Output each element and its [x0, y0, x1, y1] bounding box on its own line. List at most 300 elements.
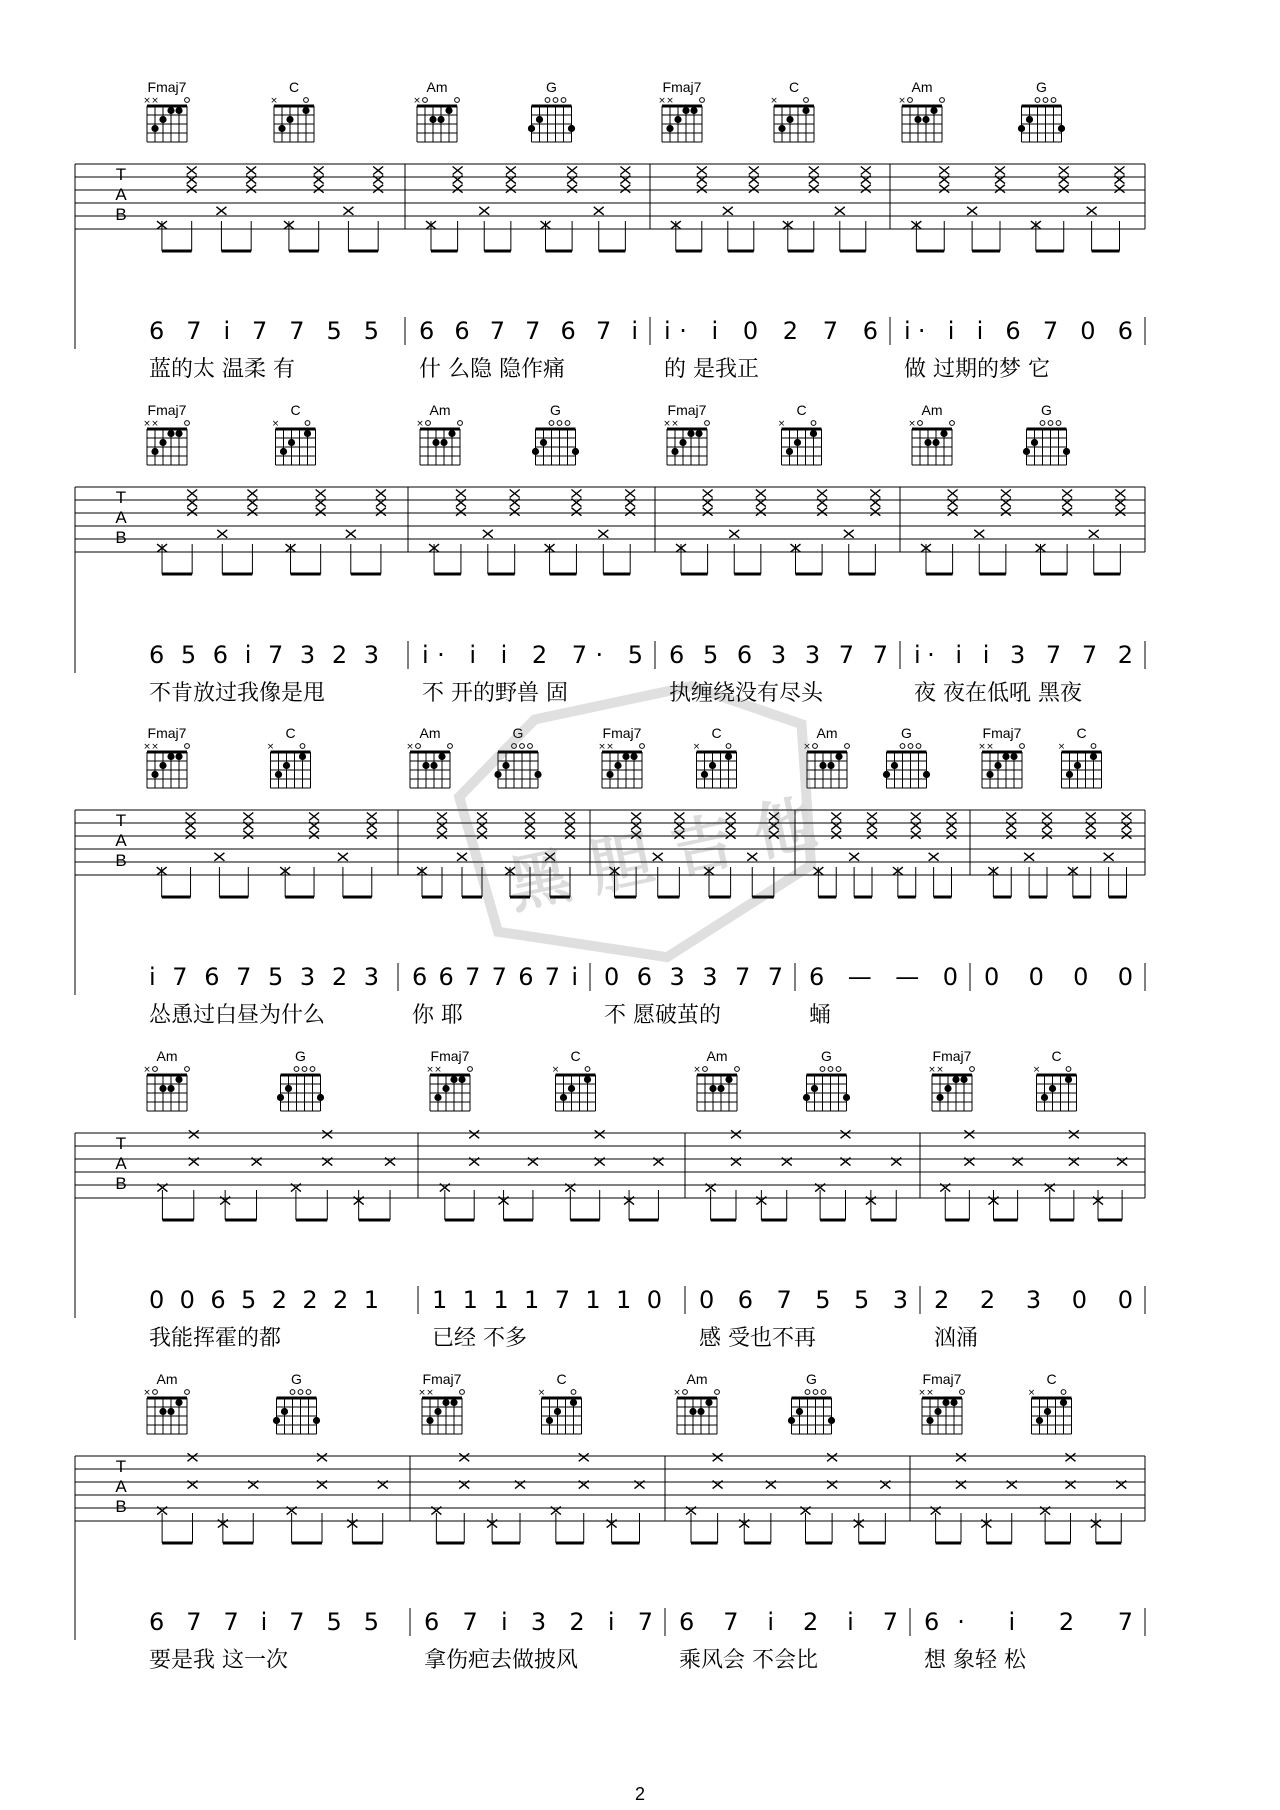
strum-x [437, 831, 447, 839]
notation-measure: 0 6 7 5 5 3 [699, 1286, 908, 1314]
strum-group [284, 167, 383, 252]
strum-x [376, 490, 386, 498]
strum-x [1086, 813, 1096, 821]
chord-dot [705, 1399, 712, 1406]
muted-string-mark: × [270, 96, 278, 106]
chord-dot [614, 762, 621, 769]
chord-diagram-am [413, 79, 459, 142]
muted-string-mark: × [692, 742, 701, 752]
open-string-mark [423, 98, 428, 103]
open-string-mark [585, 1067, 590, 1072]
strum-group [1040, 1453, 1126, 1543]
chord-name: G [295, 1048, 306, 1064]
strum-x [247, 508, 257, 516]
chord-dot [450, 1076, 457, 1083]
chord-diagram-fmaj7 [426, 1048, 472, 1111]
open-string-mark [1051, 98, 1056, 103]
strum-x [479, 207, 489, 215]
strum-x [343, 207, 353, 215]
chord-dot [1036, 1417, 1043, 1424]
strum-x [809, 167, 819, 175]
chord-dot [778, 125, 785, 132]
open-string-mark [703, 1067, 708, 1072]
strum-group [287, 1453, 388, 1543]
chord-name: Fmaj7 [147, 402, 187, 418]
chord-dot [1044, 1408, 1051, 1415]
strum-x [1006, 831, 1016, 839]
strum-group [291, 1130, 395, 1220]
chord-dot [788, 1417, 795, 1424]
chord-name: C [1051, 1048, 1062, 1064]
strum-group [1068, 813, 1132, 898]
open-string-mark [845, 744, 850, 749]
open-string-mark [302, 1067, 307, 1072]
chord-name: Am [426, 79, 448, 95]
chord-dot [944, 1085, 951, 1092]
lyric-line: 的 是我正 [664, 357, 759, 382]
strum-x [367, 831, 377, 839]
chord-name: Am [419, 725, 441, 741]
strum-group [540, 167, 630, 252]
strum-x [186, 831, 196, 839]
strum-group [429, 490, 520, 575]
chord-dot [159, 116, 166, 123]
tab-letter: A [115, 508, 127, 527]
strum-group [431, 1453, 525, 1543]
chord-name: Am [686, 1371, 708, 1387]
chord-dot [725, 1076, 732, 1083]
muted-string-mark: × [1032, 1065, 1041, 1075]
open-string-mark [804, 98, 809, 103]
chord-name: C [796, 402, 807, 418]
strum-x [731, 1130, 741, 1138]
muted-string-mark: × [598, 742, 606, 752]
chord-diagram-g [1023, 402, 1070, 465]
chord-name: G [291, 1371, 302, 1387]
notation-measure: i 7 6 7 5 3 2 3 [149, 963, 379, 991]
lyric-line: 怂恿过白昼为什么 [149, 1003, 326, 1028]
chord-diagram-am [143, 1371, 189, 1434]
open-string-mark [705, 421, 710, 426]
chord-name: C [288, 79, 300, 95]
lyric-line: 蓝的太 温柔 有 [149, 357, 295, 382]
chord-dot [275, 771, 282, 778]
strum-x [246, 185, 256, 193]
lyric-line: 夜 夜在低吼 黑夜 [914, 681, 1082, 706]
chord-name: Fmaj7 [602, 725, 642, 741]
tab-letter: B [115, 851, 127, 870]
chord-diagram-am [898, 79, 944, 142]
open-string-mark [468, 1067, 473, 1072]
open-string-mark [1066, 1067, 1071, 1072]
chord-dot [811, 1085, 818, 1092]
open-string-mark [1020, 744, 1025, 749]
strum-x [457, 853, 467, 861]
notation-measure: 6 5 6 i 7 3 2 3 [149, 641, 379, 669]
chord-dot [828, 1417, 835, 1424]
lyric-line: 不肯放过我像是甩 [149, 681, 326, 706]
chord-name: C [290, 402, 301, 418]
notation-measure: 0 6 3 3 7 7 [604, 963, 783, 991]
strum-x [1121, 813, 1131, 821]
muted-string-mark: × [537, 1388, 546, 1398]
strum-x [453, 185, 463, 193]
open-string-mark [305, 421, 310, 426]
chord-dot [534, 771, 541, 778]
strum-x [844, 530, 854, 538]
strum-group [440, 1130, 538, 1220]
chord-name: C [570, 1048, 581, 1064]
chord-name: C [1046, 1371, 1057, 1387]
chord-dot [674, 116, 681, 123]
muted-string-mark: × [926, 1388, 934, 1398]
chord-diagram-g [528, 79, 575, 142]
chord-dot [175, 753, 182, 760]
strum-x [1042, 813, 1052, 821]
system-5 [75, 1371, 1145, 1673]
chord-dot [1049, 1085, 1056, 1092]
chord-dot [288, 439, 295, 446]
strum-x [729, 530, 739, 538]
watermark-stamp [447, 665, 843, 992]
chord-dot [584, 1076, 591, 1083]
chord-dot [458, 1076, 465, 1083]
strum-x [186, 813, 196, 821]
muted-string-mark: × [986, 742, 994, 752]
strum-x [840, 1130, 850, 1138]
muted-string-mark: × [418, 1388, 426, 1398]
open-string-mark [1056, 421, 1061, 426]
strum-x [483, 530, 493, 538]
system-2 [75, 402, 1145, 706]
chord-dot [175, 1076, 182, 1083]
strum-x [373, 185, 383, 193]
strum-group [1035, 490, 1125, 575]
strum-x [525, 813, 535, 821]
strum-x [1087, 207, 1097, 215]
open-string-mark [820, 1067, 825, 1072]
lyric-line: 要是我 这一次 [149, 1648, 288, 1673]
chord-name: Am [706, 1048, 728, 1064]
muted-string-mark: × [777, 419, 786, 429]
strum-x [567, 185, 577, 193]
chord-diagram-fmaj7 [918, 1371, 964, 1434]
strum-x [849, 853, 859, 861]
chord-dot [1060, 1399, 1067, 1406]
chord-dot [940, 430, 947, 437]
muted-string-mark: × [551, 1065, 560, 1075]
tab-letter: B [115, 528, 127, 547]
chord-name: Am [921, 402, 943, 418]
notation-measure: 0 0 6 5 2 2 2 1 [149, 1286, 379, 1314]
strum-x [697, 167, 707, 175]
muted-string-mark: × [803, 742, 811, 752]
strum-x [1121, 831, 1131, 839]
chord-dot [1058, 125, 1065, 132]
strum-x [314, 167, 324, 175]
strum-x [1104, 853, 1114, 861]
strum-x [756, 508, 766, 516]
notation-measure: 6 7 7 i 7 5 5 [149, 1608, 379, 1636]
chord-dot [666, 125, 673, 132]
strum-x [338, 853, 348, 861]
open-string-mark [813, 744, 818, 749]
chord-dot [299, 753, 306, 760]
chord-diagram-am [908, 402, 954, 465]
strum-x [1114, 167, 1124, 175]
tab-letter: T [115, 1134, 127, 1153]
chord-dot [701, 771, 708, 778]
strum-x [309, 813, 319, 821]
chord-dot [167, 753, 174, 760]
chord-diagram-c [770, 79, 814, 142]
open-string-mark [726, 744, 731, 749]
chord-name: G [550, 402, 561, 418]
open-string-mark [1048, 421, 1053, 426]
chord-diagram-c [1028, 1371, 1072, 1434]
chord-dot [950, 1399, 957, 1406]
strum-x [946, 813, 956, 821]
strum-x [510, 508, 520, 516]
chord-dot [914, 116, 921, 123]
chord-name: Fmaj7 [147, 725, 187, 741]
strum-x [456, 508, 466, 516]
strum-x [1006, 813, 1016, 821]
chord-name: Fmaj7 [662, 79, 702, 95]
chord-dot [175, 1399, 182, 1406]
strum-x [317, 1453, 327, 1461]
chord-diagram-fmaj7 [143, 725, 189, 788]
strum-x [703, 490, 713, 498]
strum-group [157, 1130, 261, 1220]
tab-letter: T [115, 1457, 127, 1476]
chord-dot [1063, 448, 1070, 455]
chord-dot [986, 771, 993, 778]
open-string-mark [970, 1067, 975, 1072]
lyric-line: 已经 不多 [432, 1326, 527, 1351]
chord-dot [960, 1076, 967, 1083]
strum-group [157, 1453, 258, 1543]
muted-string-mark: × [426, 1388, 434, 1398]
strum-group [931, 1453, 1017, 1543]
strum-group [1045, 1130, 1127, 1220]
chord-dot [695, 430, 702, 437]
chord-dot [952, 1076, 959, 1083]
chord-dot [286, 116, 293, 123]
tab-letter: B [115, 1174, 127, 1193]
chord-dot [432, 439, 439, 446]
tab-letter: A [115, 1154, 127, 1173]
notation-measure: 6 5 6 3 3 7 7 [669, 641, 888, 669]
open-string-mark [811, 421, 816, 426]
open-string-mark [700, 98, 705, 103]
chord-dot [536, 116, 543, 123]
system-4 [75, 1048, 1145, 1351]
chord-dot [924, 439, 931, 446]
notation-measure: 6· i 2 7 [924, 1608, 1133, 1636]
strum-group [988, 813, 1052, 898]
open-string-mark [1040, 421, 1045, 426]
strum-x [620, 167, 630, 175]
chord-dot [317, 1094, 324, 1101]
strum-x [510, 490, 520, 498]
lyric-line: 不 开的野兽 固 [422, 681, 568, 706]
strum-x [477, 813, 487, 821]
lyric-line: 不 愿破茧的 [604, 1003, 721, 1028]
chord-diagram-c [270, 79, 314, 142]
chord-dot [1010, 753, 1017, 760]
chord-dot [159, 762, 166, 769]
strum-x [373, 167, 383, 175]
strum-x [243, 813, 253, 821]
strum-x [571, 490, 581, 498]
chord-diagram-c [552, 1048, 596, 1111]
notation-measure: i· i i 3 7 7 2 [914, 641, 1133, 669]
chord-dot [794, 439, 801, 446]
strum-x [964, 1130, 974, 1138]
open-string-mark [553, 98, 558, 103]
chord-dot [717, 1085, 724, 1092]
strum-x [1086, 831, 1096, 839]
tab-letter: A [115, 1477, 127, 1496]
open-string-mark [185, 744, 190, 749]
strum-group [426, 167, 516, 252]
muted-string-mark: × [671, 419, 679, 429]
strum-x [835, 207, 845, 215]
open-string-mark [805, 1390, 810, 1395]
chord-dot [883, 771, 890, 778]
chord-diagram-g [532, 402, 579, 465]
chord-dot [277, 1094, 284, 1101]
strum-x [948, 508, 958, 516]
chord-dot [891, 762, 898, 769]
tab-letter: A [115, 831, 127, 850]
strum-x [831, 831, 841, 839]
chord-name: G [806, 1371, 817, 1387]
chord-name: Am [156, 1048, 178, 1064]
chord-dot [622, 753, 629, 760]
chord-dot [934, 1408, 941, 1415]
chord-dot [796, 1408, 803, 1415]
chord-dot [690, 107, 697, 114]
strum-x [809, 185, 819, 193]
strum-group [671, 167, 759, 252]
open-string-mark [813, 1390, 818, 1395]
chord-dot [159, 1085, 166, 1092]
strum-x [1062, 490, 1072, 498]
open-string-mark [1091, 744, 1096, 749]
chord-dot [923, 771, 930, 778]
strum-x [187, 167, 197, 175]
chord-dot [494, 771, 501, 778]
chord-diagram-g [803, 1048, 850, 1111]
strum-x [1062, 508, 1072, 516]
muted-string-mark: × [406, 742, 414, 752]
strum-x [1042, 831, 1052, 839]
strum-x [697, 185, 707, 193]
strum-x [817, 508, 827, 516]
chord-dot [434, 1094, 441, 1101]
watermark-text: 黑 胆 吉 他 [501, 786, 823, 923]
chord-dot [689, 1408, 696, 1415]
strum-group [783, 167, 871, 252]
tab-letter: T [115, 488, 127, 507]
strum-group [157, 813, 254, 898]
chord-name: C [285, 725, 296, 741]
strum-x [749, 167, 759, 175]
chord-dot [570, 1399, 577, 1406]
strum-x [831, 813, 841, 821]
chord-dot [302, 107, 309, 114]
strum-x [316, 490, 326, 498]
open-string-mark [571, 1390, 576, 1395]
strum-x [525, 831, 535, 839]
muted-string-mark: × [666, 96, 674, 106]
chord-name: Fmaj7 [422, 1371, 462, 1387]
chord-name: Am [156, 1371, 178, 1387]
chord-diagram-c [272, 402, 316, 465]
strum-x [1001, 490, 1011, 498]
open-string-mark [153, 1390, 158, 1395]
muted-string-mark: × [770, 96, 778, 106]
lyric-line: 什 么隐 隐作痛 [419, 357, 565, 382]
strum-x [1059, 167, 1069, 175]
strum-x [861, 167, 871, 175]
chord-dot [273, 1417, 280, 1424]
muted-string-mark: × [918, 1388, 926, 1398]
strum-x [187, 185, 197, 193]
strum-x [995, 185, 1005, 193]
strum-x [867, 813, 877, 821]
lyric-line: 你 耶 [412, 1003, 463, 1028]
tab-letter: B [115, 205, 127, 224]
chord-dot [1026, 116, 1033, 123]
chord-diagram-c [778, 402, 822, 465]
chord-dot [786, 116, 793, 123]
strum-x [1115, 490, 1125, 498]
strum-x [367, 813, 377, 821]
open-string-mark [545, 98, 550, 103]
chord-dot [442, 1085, 449, 1092]
chord-dot [942, 1399, 949, 1406]
strum-x [214, 853, 224, 861]
chord-dot [502, 762, 509, 769]
strum-x [506, 167, 516, 175]
open-string-mark [916, 744, 921, 749]
strum-group [893, 813, 957, 898]
chord-diagram-fmaj7 [978, 725, 1024, 788]
chord-diagram-g [883, 725, 930, 788]
lyric-line: 执缠绕没有尽头 [669, 681, 824, 706]
strum-x [631, 813, 641, 821]
tab-letter: T [115, 165, 127, 184]
chord-name: Fmaj7 [430, 1048, 470, 1064]
chord-dot [709, 762, 716, 769]
chord-dot [151, 125, 158, 132]
chord-diagram-fmaj7 [143, 79, 189, 142]
chord-dot [687, 430, 694, 437]
strum-x [187, 508, 197, 516]
chord-diagram-g [1018, 79, 1065, 142]
chord-dot [437, 116, 444, 123]
muted-string-mark: × [658, 96, 666, 106]
strum-x [1115, 508, 1125, 516]
chord-name: C [1076, 725, 1087, 741]
chord-dot [1074, 762, 1081, 769]
open-string-mark [455, 98, 460, 103]
chord-diagram-am [693, 1048, 739, 1111]
chord-dot [671, 448, 678, 455]
